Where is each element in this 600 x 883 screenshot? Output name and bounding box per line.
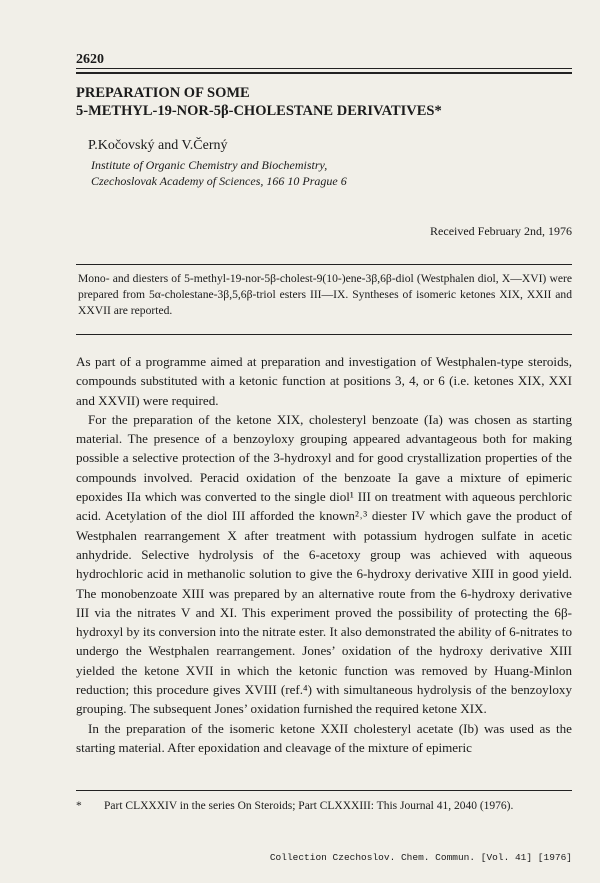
received-date: Received February 2nd, 1976 [430, 224, 572, 238]
authors: P.Kočovský and V.Černý [88, 138, 228, 153]
body-paragraph-1: As part of a programme aimed at preparation and investigation of Westphalen-type steroids, compounds substituted with a ketonic function at positions 3, 4, or 6 (i.e. ketones XIX, XXI and XXVII) were required. [76, 354, 572, 408]
header-rule-thin [76, 68, 572, 69]
article-body [76, 352, 572, 757]
footnote-rule [76, 790, 572, 791]
journal-footer: Collection Czechoslov. Chem. Commun. [Vol. 41] [1976] [269, 852, 572, 863]
abstract-rule-top [76, 264, 572, 265]
body-paragraph-3: In the preparation of the isomeric ketone XXII cholesteryl acetate (Ib) was used as the starting material. After epoxidation and cleavage of the mixture of epimeric [76, 720, 572, 755]
abstract-rule-bottom [76, 334, 572, 335]
affiliation [91, 157, 511, 189]
title-line-2: 5-METHYL-19-NOR-5β-CHOLESTANE DERIVATIVES* [76, 103, 442, 119]
body-paragraph-2: For the preparation of the ketone XIX, cholesteryl benzoate (Ia) was chosen as starting material. The presence of a benzoyloxy grouping appeared advantageous both for making possible a selective protection of the 3-hydroxyl and for good crystallization properties of the compounds involved. Peracid oxidation of the benzoate Ia gave a mixture of epimeric epoxides IIa which was converted to the single diol¹ III on treatment with aqueous perchloric acid. Acetylation of the diol III afforded the known²˒³ diester IV which gave the product of Westphalen rearrangement X after treatment with potassium hydrogen sulfate in acetic anhydride. Selective hydrolysis of the 6-acetoxy group was achieved with aqueous hydrochloric acid in methanolic solution to give the 6-hydroxy derivative XIII in good yield. The monobenzoate XIII was prepared by an alternative route from the 6-hydroxy derivative III via the nitrates V and XI. This experiment proved the possibility of protecting the 6β-hydroxyl by its conversion into the nitrate ester. It also demonstrated the ability of 6-nitrates to undergo the Westphalen rearrangement. Jones’ oxidation of the hydroxy derivative XIII yielded the ketone XVII in which the ketonic function was removed by Huang-Minlon reduction; this procedure gives XVIII (ref.⁴) with simultaneous hydrolysis of the benzoyloxy grouping. The subsequent Jones’ oxidation furnished the required ketone XIX. [76, 411, 572, 717]
header-rule-thick [76, 72, 572, 74]
abstract: Mono- and diesters of 5-methyl-19-nor-5β-cholest-9(10-)ene-3β,6β-diol (Westphalen diol, X—XVI) were prepared from 5α-cholestane-3β,5,6β-triol esters III—IX. Syntheses of isomeric ketones XIX, XXII and XXVII are reported. [78, 272, 572, 317]
footnote-text: Part CLXXXIV in the series On Steroids; Part CLXXXIII: This Journal 41, 2040 (1976). [104, 800, 514, 812]
affiliation-line-1: Institute of Organic Chemistry and Biochemistry, [91, 158, 328, 172]
affiliation-line-2: Czechoslovak Academy of Sciences, 166 10 Prague 6 [91, 174, 347, 188]
footnote-mark: * [76, 800, 82, 812]
page-number: 2620 [76, 52, 104, 67]
article-title [76, 84, 572, 120]
title-line-1: PREPARATION OF SOME [76, 85, 250, 101]
footnote [76, 800, 572, 812]
